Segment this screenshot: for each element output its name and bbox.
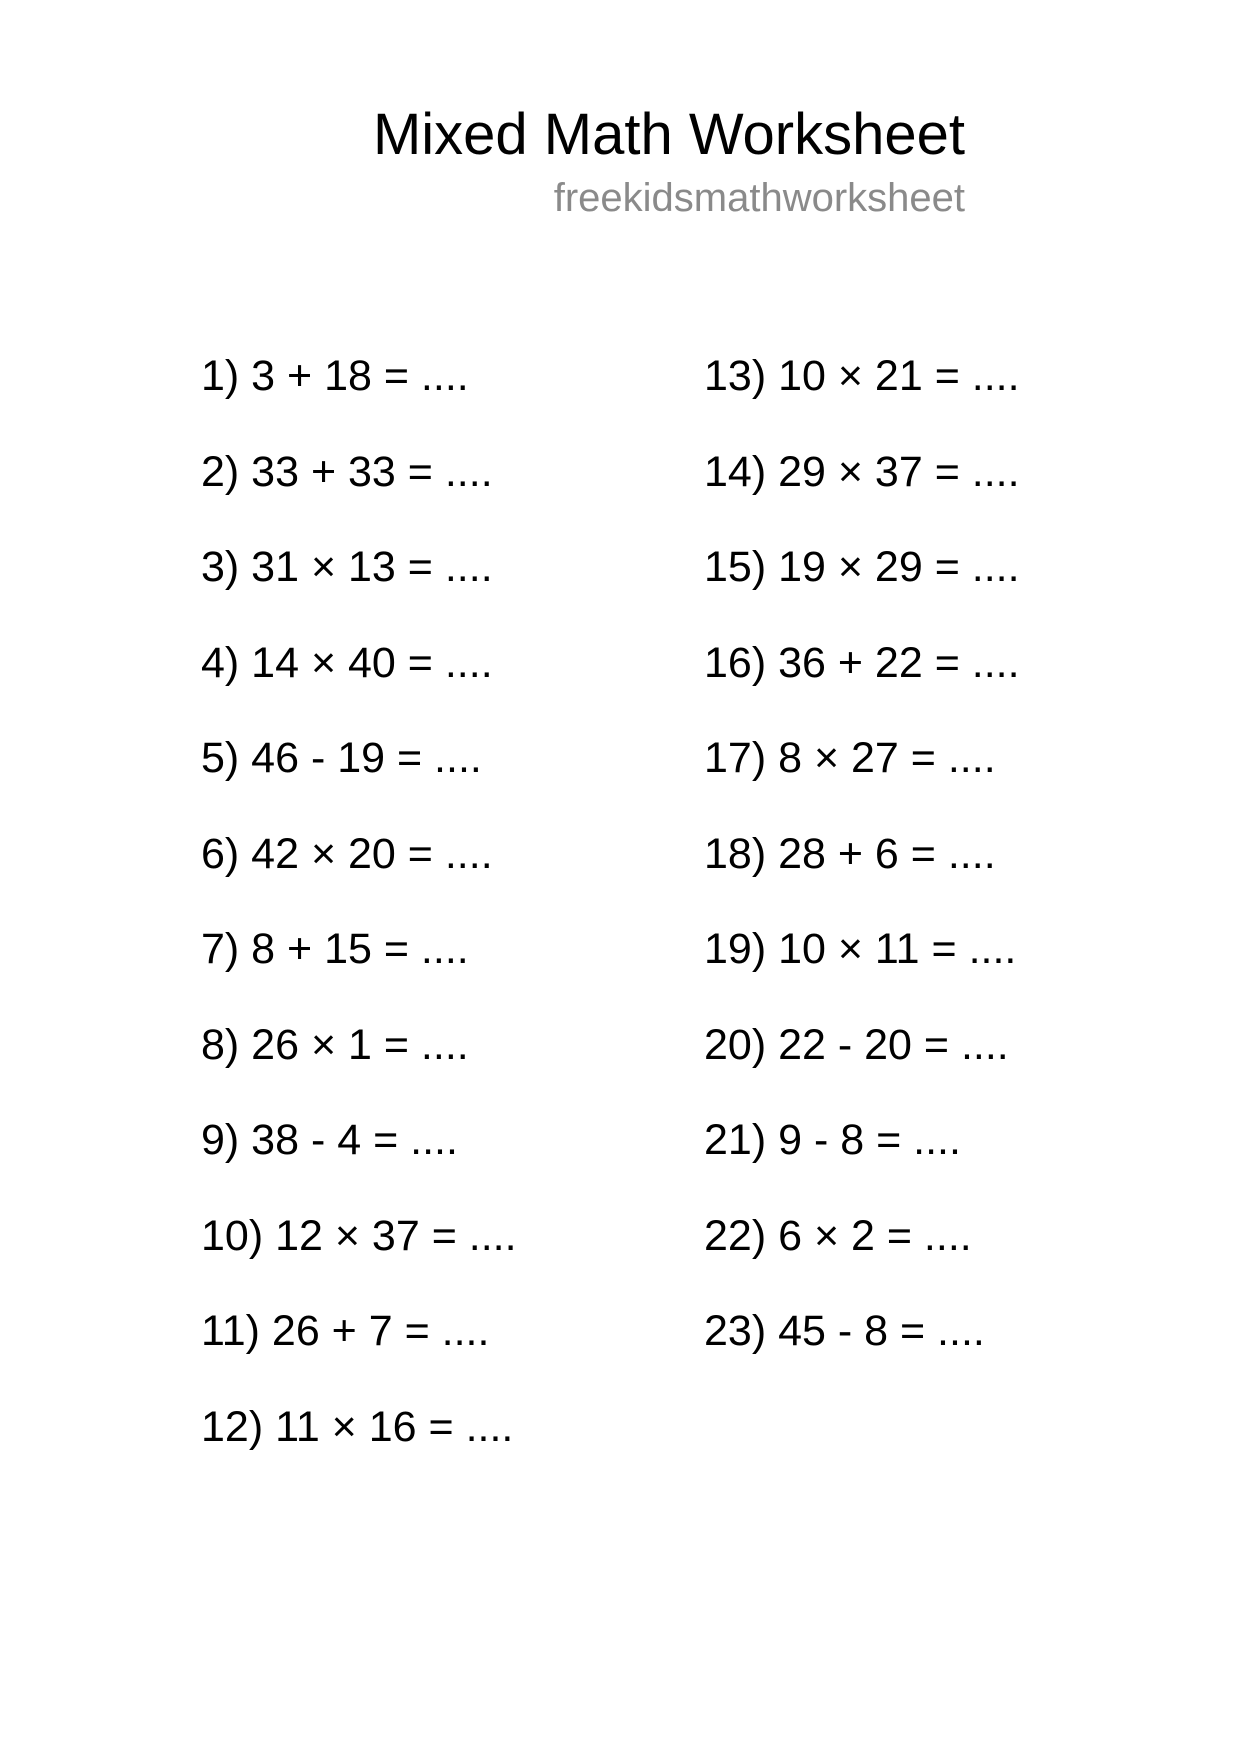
problem-16: 16) 36 + 22 = .... [704,638,1020,687]
problem-6: 6) 42 × 20 = .... [201,829,493,878]
problem-1: 1) 3 + 18 = .... [201,352,469,400]
problem-3: 3) 31 × 13 = .... [201,543,493,591]
problems-column-right [704,346,1020,1397]
problem-20: 20) 22 - 20 = .... [704,1020,1009,1069]
worksheet-header [373,100,965,222]
problem-15: 15) 19 × 29 = .... [704,543,1020,591]
page-subtitle: freekidsmathworksheet [553,176,965,220]
problem-9: 9) 38 - 4 = .... [201,1116,458,1164]
problem-22: 22) 6 × 2 = .... [704,1211,972,1260]
problem-18: 18) 28 + 6 = .... [704,829,996,878]
problem-10: 10) 12 × 37 = .... [201,1211,517,1260]
problem-21: 21) 9 - 8 = .... [704,1116,961,1164]
page-title: Mixed Math Worksheet [372,102,965,167]
problem-13: 13) 10 × 21 = .... [704,352,1020,400]
problem-12: 12) 11 × 16 = .... [201,1402,514,1451]
problems-column-left [201,346,517,1492]
problem-23: 23) 45 - 8 = .... [704,1307,985,1355]
problem-7: 7) 8 + 15 = .... [201,925,469,973]
problem-5: 5) 46 - 19 = .... [201,734,482,782]
problem-14: 14) 29 × 37 = .... [704,447,1020,496]
problem-19: 19) 10 × 11 = .... [704,925,1017,973]
problem-2: 2) 33 + 33 = .... [201,447,493,496]
problem-11: 11) 26 + 7 = .... [201,1307,490,1355]
problem-17: 17) 8 × 27 = .... [704,734,996,782]
problem-8: 8) 26 × 1 = .... [201,1020,469,1069]
problem-4: 4) 14 × 40 = .... [201,638,493,687]
